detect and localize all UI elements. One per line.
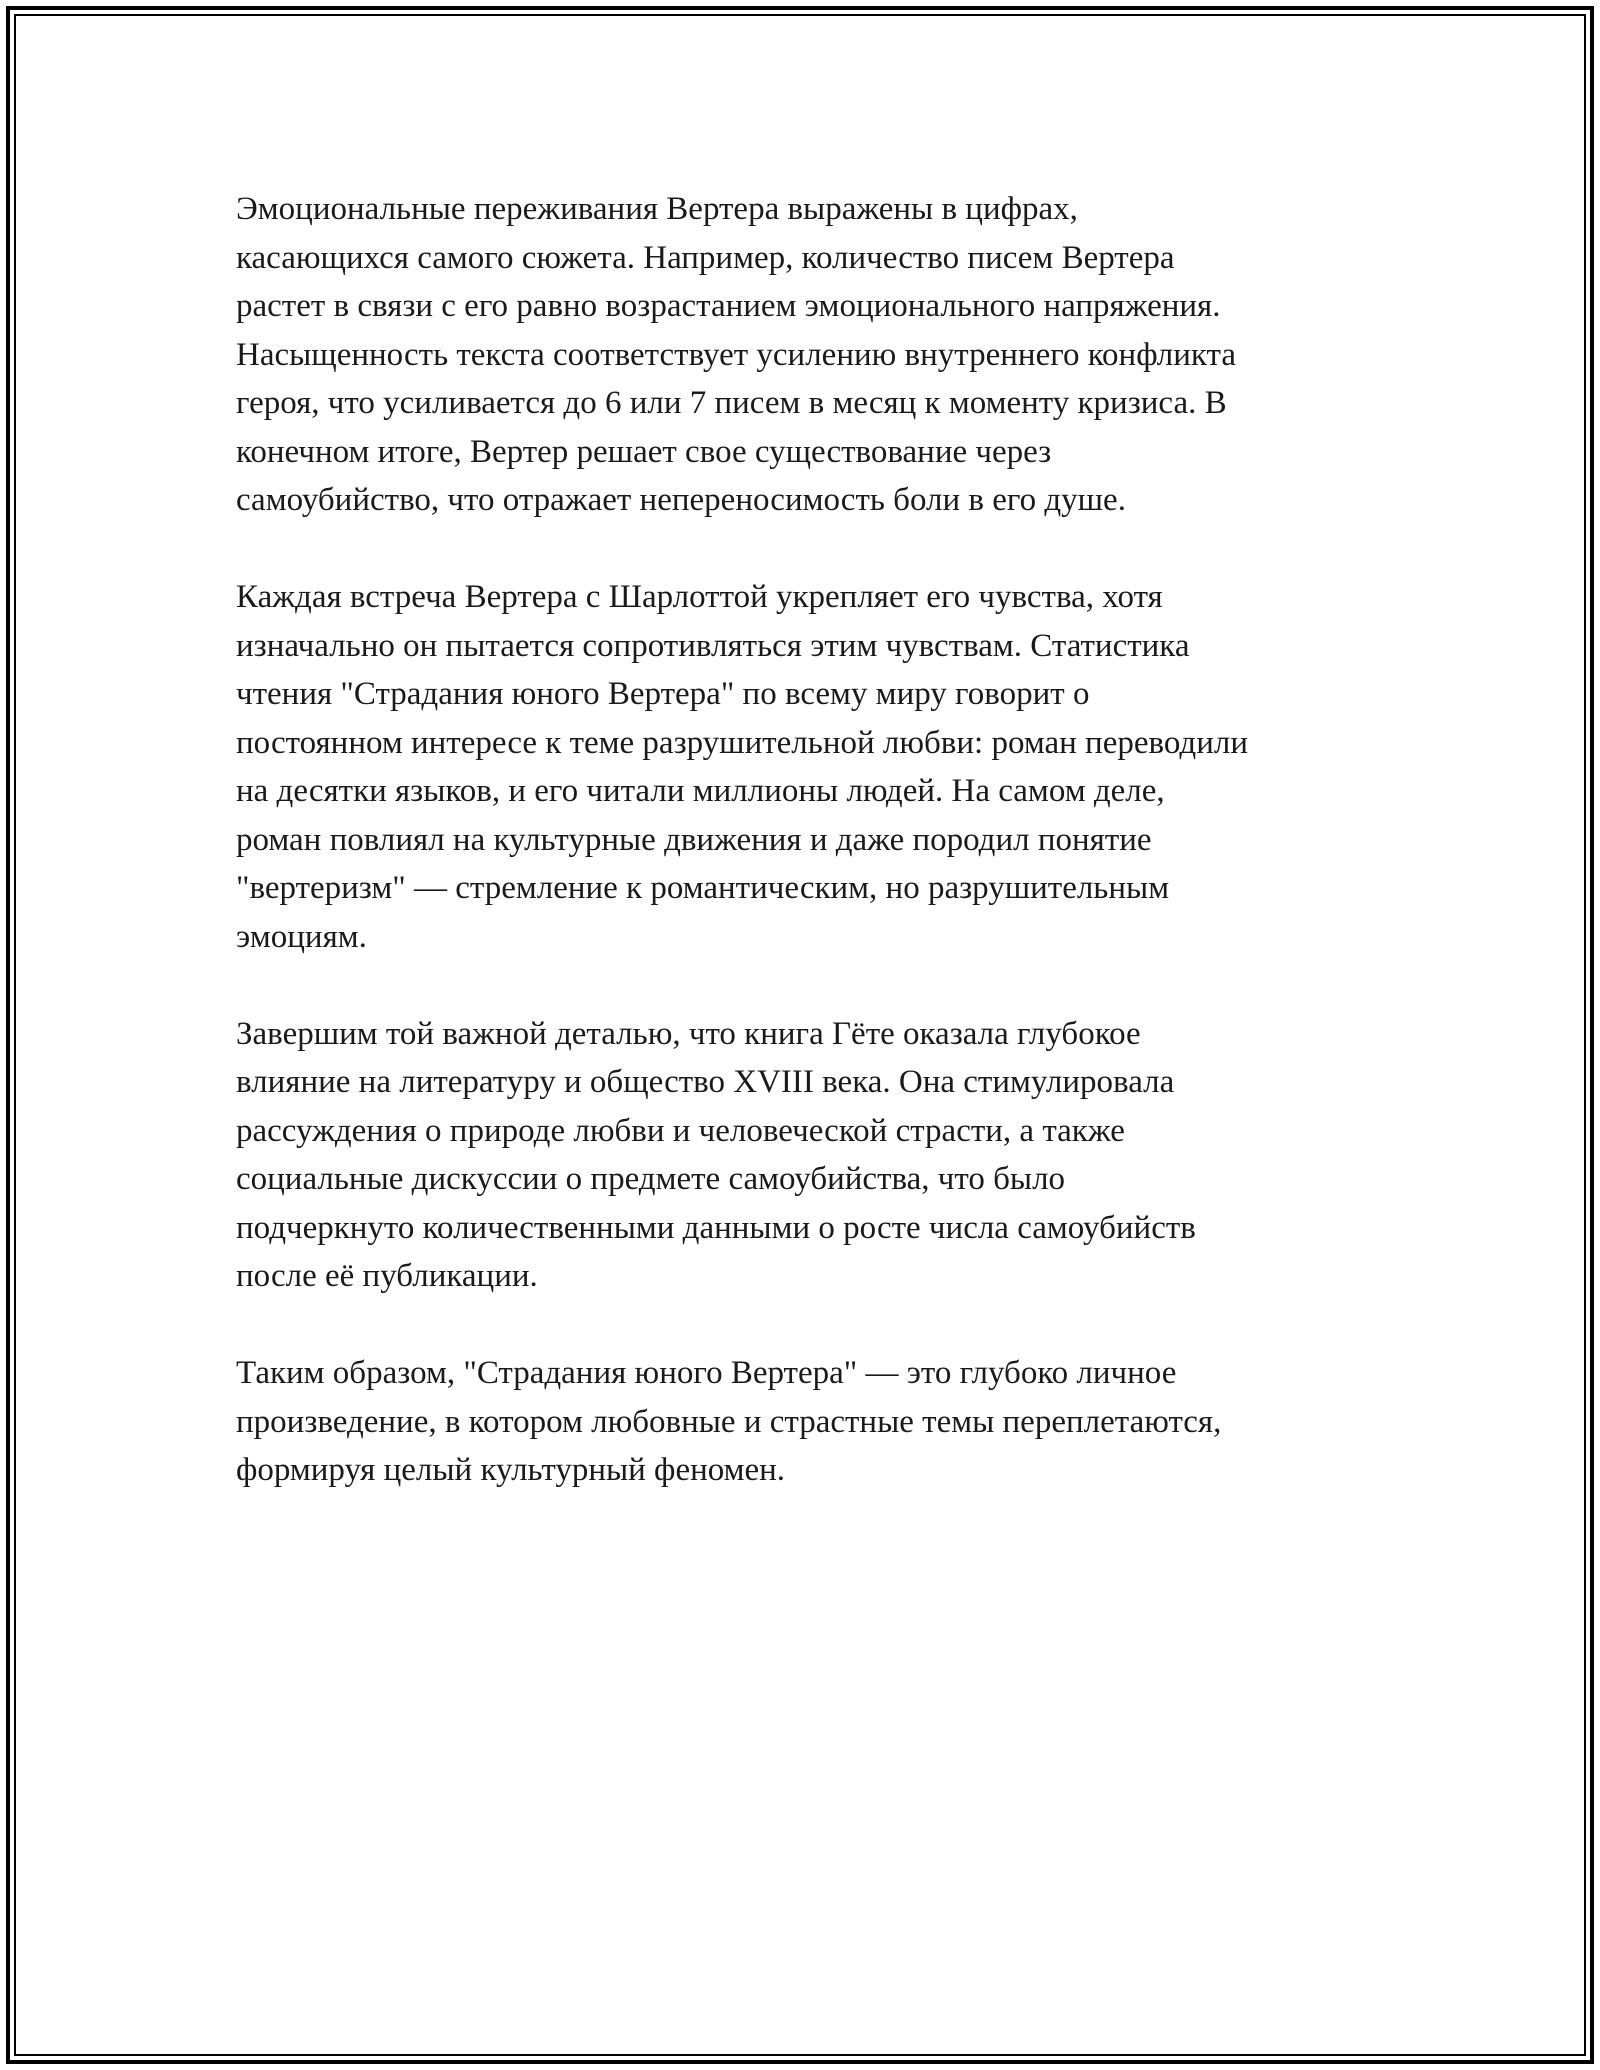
text-line: после её публикации. xyxy=(236,1258,538,1294)
text-line: конечном итоге, Вертер решает свое существование через xyxy=(236,433,1052,470)
text-line: подчеркнуто количественными данными о росте числа самоубийств xyxy=(236,1209,1196,1246)
paragraph-2 xyxy=(236,573,1386,961)
text-line: Каждая встреча Вертера с Шарлоттой укрепляет его чувства, хотя xyxy=(236,579,1163,615)
text-line: растет в связи с его равно возрастанием эмоционального напряжения. xyxy=(236,288,1221,324)
text-line: самоубийство, что отражает непереносимость боли в его душе. xyxy=(236,482,1126,518)
text-line: "вертеризм" — стремление к романтическим, но разрушительным xyxy=(236,870,1170,906)
paragraph-4 xyxy=(236,1349,1386,1495)
text-line: Эмоциональные переживания Вертера выражены в цифрах, xyxy=(236,191,1078,227)
paragraph-1 xyxy=(236,185,1386,525)
text-line: чтения "Страдания юного Вертера" по всему миру говорит о xyxy=(236,676,1090,712)
text-line: социальные дискуссии о предмете самоубийства, что было xyxy=(236,1161,1066,1197)
document-body xyxy=(236,185,1386,1543)
text-line: героя, что усиливается до 6 или 7 писем в месяц к моменту кризиса. В xyxy=(236,385,1227,421)
text-line: роман повлиял на культурные движения и даже породил понятие xyxy=(236,821,1152,858)
text-line: эмоциям. xyxy=(236,918,367,955)
text-line: изначально он пытается сопротивляться этим чувствам. Статистика xyxy=(236,627,1190,664)
paragraph-3 xyxy=(236,1010,1386,1301)
text-line: рассуждения о природе любви и человеческой страсти, а также xyxy=(236,1112,1125,1149)
text-line: формируя целый культурный феномен. xyxy=(236,1452,786,1488)
text-line: Завершим той важной деталью, что книга Гёте оказала глубокое xyxy=(236,1015,1141,1052)
text-line: на десятки языков, и его читали миллионы людей. На самом деле, xyxy=(236,773,1165,809)
text-line: произведение, в котором любовные и страстные темы переплетаются, xyxy=(236,1403,1222,1440)
text-line: постоянном интересе к теме разрушительной любви: роман переводили xyxy=(236,724,1248,761)
text-line: Таким образом, "Страдания юного Вертера" — это глубоко личное xyxy=(236,1355,1177,1391)
text-line: влияние на литературу и общество XVIII века. Она стимулировала xyxy=(236,1064,1175,1100)
text-line: касающихся самого сюжета. Например, количество писем Вертера xyxy=(236,239,1175,276)
text-line: Насыщенность текста соответствует усилению внутреннего конфликта xyxy=(236,336,1236,373)
